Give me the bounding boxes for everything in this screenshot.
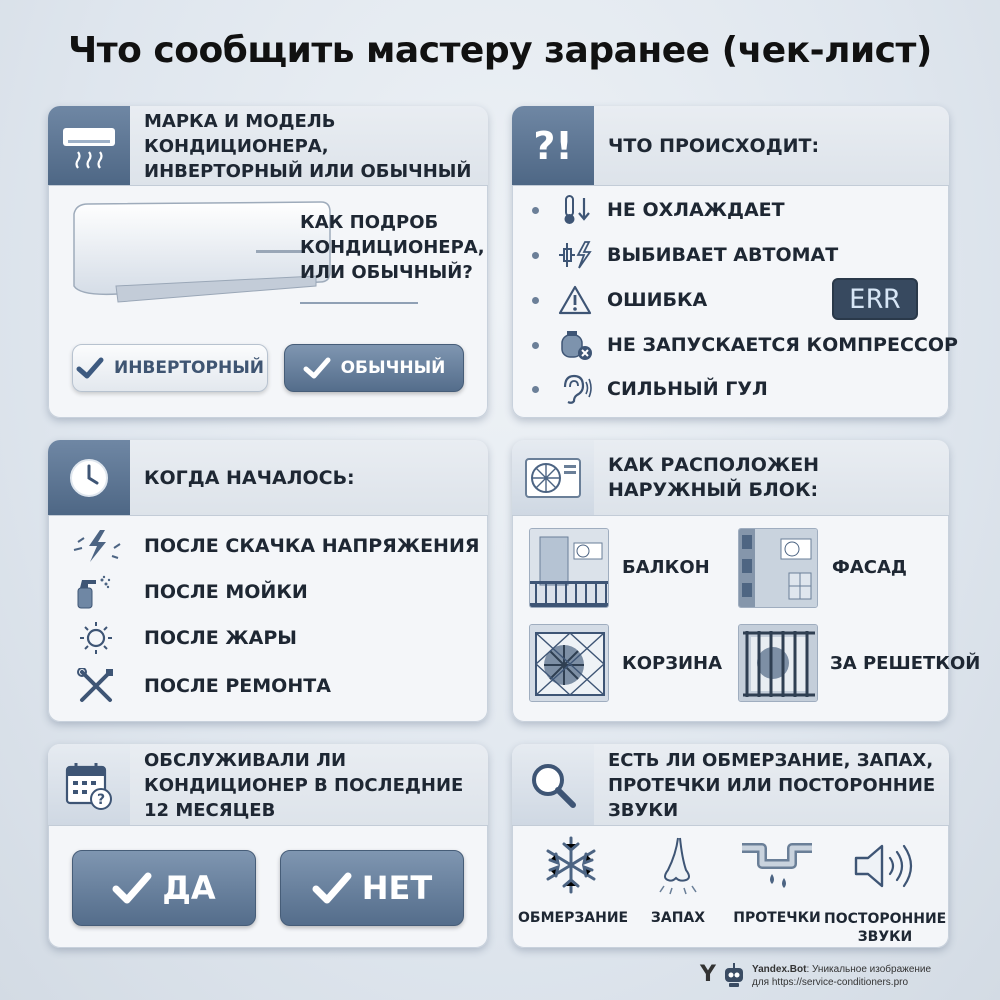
outdoor-option-label: ФАСАД	[832, 557, 907, 578]
model-header-title: МАРКА И МОДЕЛЬ КОНДИЦИОНЕРА, ИНВЕРТОРНЫЙ ИЛИ ОБЫЧНЫЙ	[144, 110, 472, 182]
issue-label: ПРОТЕЧКИ	[733, 910, 821, 926]
bullet-dot	[532, 252, 539, 259]
symptom-label: НЕ ОХЛАЖДАЕТ	[607, 199, 785, 221]
started-label: ПОСЛЕ ЖАРЫ	[144, 627, 297, 649]
symptom-row	[532, 239, 838, 271]
footer-text-1: : Уникальное изображение	[806, 964, 932, 975]
tools-icon	[70, 668, 122, 704]
snowflake-icon	[542, 834, 600, 896]
basket-image	[529, 624, 609, 702]
indoor-unit-icon	[66, 198, 336, 316]
check-icon	[312, 871, 352, 905]
nose-icon	[656, 834, 700, 896]
error-display: ERR	[832, 278, 918, 320]
symptom-label: СИЛЬНЫЙ ГУЛ	[607, 378, 768, 400]
symptom-label: ОШИБКА	[607, 289, 708, 311]
speaker-icon	[852, 840, 918, 892]
symptoms-card-header	[512, 106, 949, 186]
bullet-dot	[532, 207, 539, 214]
no-button[interactable]	[280, 850, 464, 926]
lightning-icon	[70, 528, 122, 564]
symptom-label: ВЫБИВАЕТ АВТОМАТ	[607, 244, 839, 266]
issues-card-header	[512, 744, 949, 826]
ear-icon	[557, 373, 593, 405]
issues-header-title: ЕСТЬ ЛИ ОБМЕРЗАНИЕ, ЗАПАХ, ПРОТЕЧКИ ИЛИ ПОСТОРОННИЕ ЗВУКИ	[608, 749, 936, 821]
inverter-button-label: ИНВЕРТОРНЫЙ	[113, 358, 265, 378]
model-card	[48, 106, 488, 418]
svg-text:?: ?	[96, 791, 106, 808]
symptom-row	[532, 373, 768, 405]
yandex-logo: Y	[700, 962, 716, 987]
no-button-label: НЕТ	[361, 869, 433, 907]
symptom-label: НЕ ЗАПУСКАЕТСЯ КОМПРЕССОР	[607, 334, 958, 356]
symptom-row	[532, 329, 958, 361]
outdoor-unit-icon	[512, 440, 594, 515]
question-exclamation-icon: ?!	[512, 106, 594, 185]
grille-image	[738, 624, 818, 702]
started-label: ПОСЛЕ СКАЧКА НАПРЯЖЕНИЯ	[144, 535, 480, 557]
model-question: КАК ПОДРОБ КОНДИЦИОНЕРА, ИЛИ ОБЫЧНЫЙ?	[300, 212, 485, 283]
started-card-header	[48, 440, 488, 516]
footer-credit	[752, 963, 992, 989]
check-icon	[303, 356, 331, 380]
sun-icon	[70, 620, 122, 656]
started-row	[70, 574, 308, 610]
outdoor-option-label: КОРЗИНА	[622, 653, 723, 674]
yes-button[interactable]	[72, 850, 256, 926]
service-card	[48, 744, 488, 948]
issues-card	[512, 744, 949, 948]
symptom-row	[532, 194, 785, 226]
bullet-dot	[532, 342, 539, 349]
clock-icon	[48, 440, 130, 515]
symptoms-header-title: ЧТО ПРОИСХОДИТ:	[608, 134, 820, 157]
outdoor-option-label: БАЛКОН	[622, 557, 710, 578]
breaker-icon	[557, 239, 593, 271]
started-label: ПОСЛЕ МОЙКИ	[144, 581, 308, 603]
page-title: Что сообщить мастеру заранее (чек-лист)	[68, 30, 932, 71]
symptom-row	[532, 284, 707, 316]
question-underline	[300, 302, 418, 304]
warning-icon	[557, 284, 593, 316]
issue-label: ОБМЕРЗАНИЕ	[518, 910, 629, 926]
regular-button-label: ОБЫЧНЫЙ	[340, 358, 446, 378]
compressor-icon	[557, 329, 593, 361]
check-icon	[76, 356, 104, 380]
check-icon	[112, 871, 152, 905]
started-row	[70, 528, 480, 564]
magnifier-icon	[512, 744, 594, 825]
issue-label: ЗАПАХ	[650, 910, 706, 926]
started-label: ПОСЛЕ РЕМОНТА	[144, 675, 331, 697]
air-conditioner-icon	[48, 106, 130, 185]
balcony-image	[529, 528, 609, 608]
robot-icon	[722, 962, 746, 988]
outdoor-card-header	[512, 440, 949, 516]
started-row	[70, 620, 297, 656]
leaking-pipe-icon	[740, 834, 814, 896]
spray-icon	[70, 574, 122, 610]
bullet-dot	[532, 386, 539, 393]
outdoor-header-title: КАК РАСПОЛОЖЕН НАРУЖНЫЙ БЛОК:	[608, 454, 820, 501]
bullet-dot	[532, 297, 539, 304]
footer-text-2: для https://service-conditioners.pro	[752, 977, 909, 988]
thermometer-icon	[557, 194, 593, 226]
issue-label: ПОСТОРОННИЕ ЗВУКИ	[824, 911, 947, 945]
outdoor-option-label: ЗА РЕШЕТКОЙ	[830, 653, 981, 674]
started-row	[70, 668, 331, 704]
inverter-button[interactable]	[72, 344, 268, 392]
regular-button[interactable]	[284, 344, 464, 392]
calendar-question-icon	[48, 744, 130, 825]
yes-button-label: ДА	[162, 869, 216, 907]
model-card-header	[48, 106, 488, 186]
footer-brand: Yandex.Bot	[752, 964, 807, 975]
service-header-title: ОБСЛУЖИВАЛИ ЛИ КОНДИЦИОНЕР В ПОСЛЕДНИЕ 12 МЕСЯЦЕВ	[144, 749, 464, 821]
facade-image	[738, 528, 818, 608]
service-card-header	[48, 744, 488, 826]
started-header-title: КОГДА НАЧАЛОСЬ:	[144, 466, 355, 489]
